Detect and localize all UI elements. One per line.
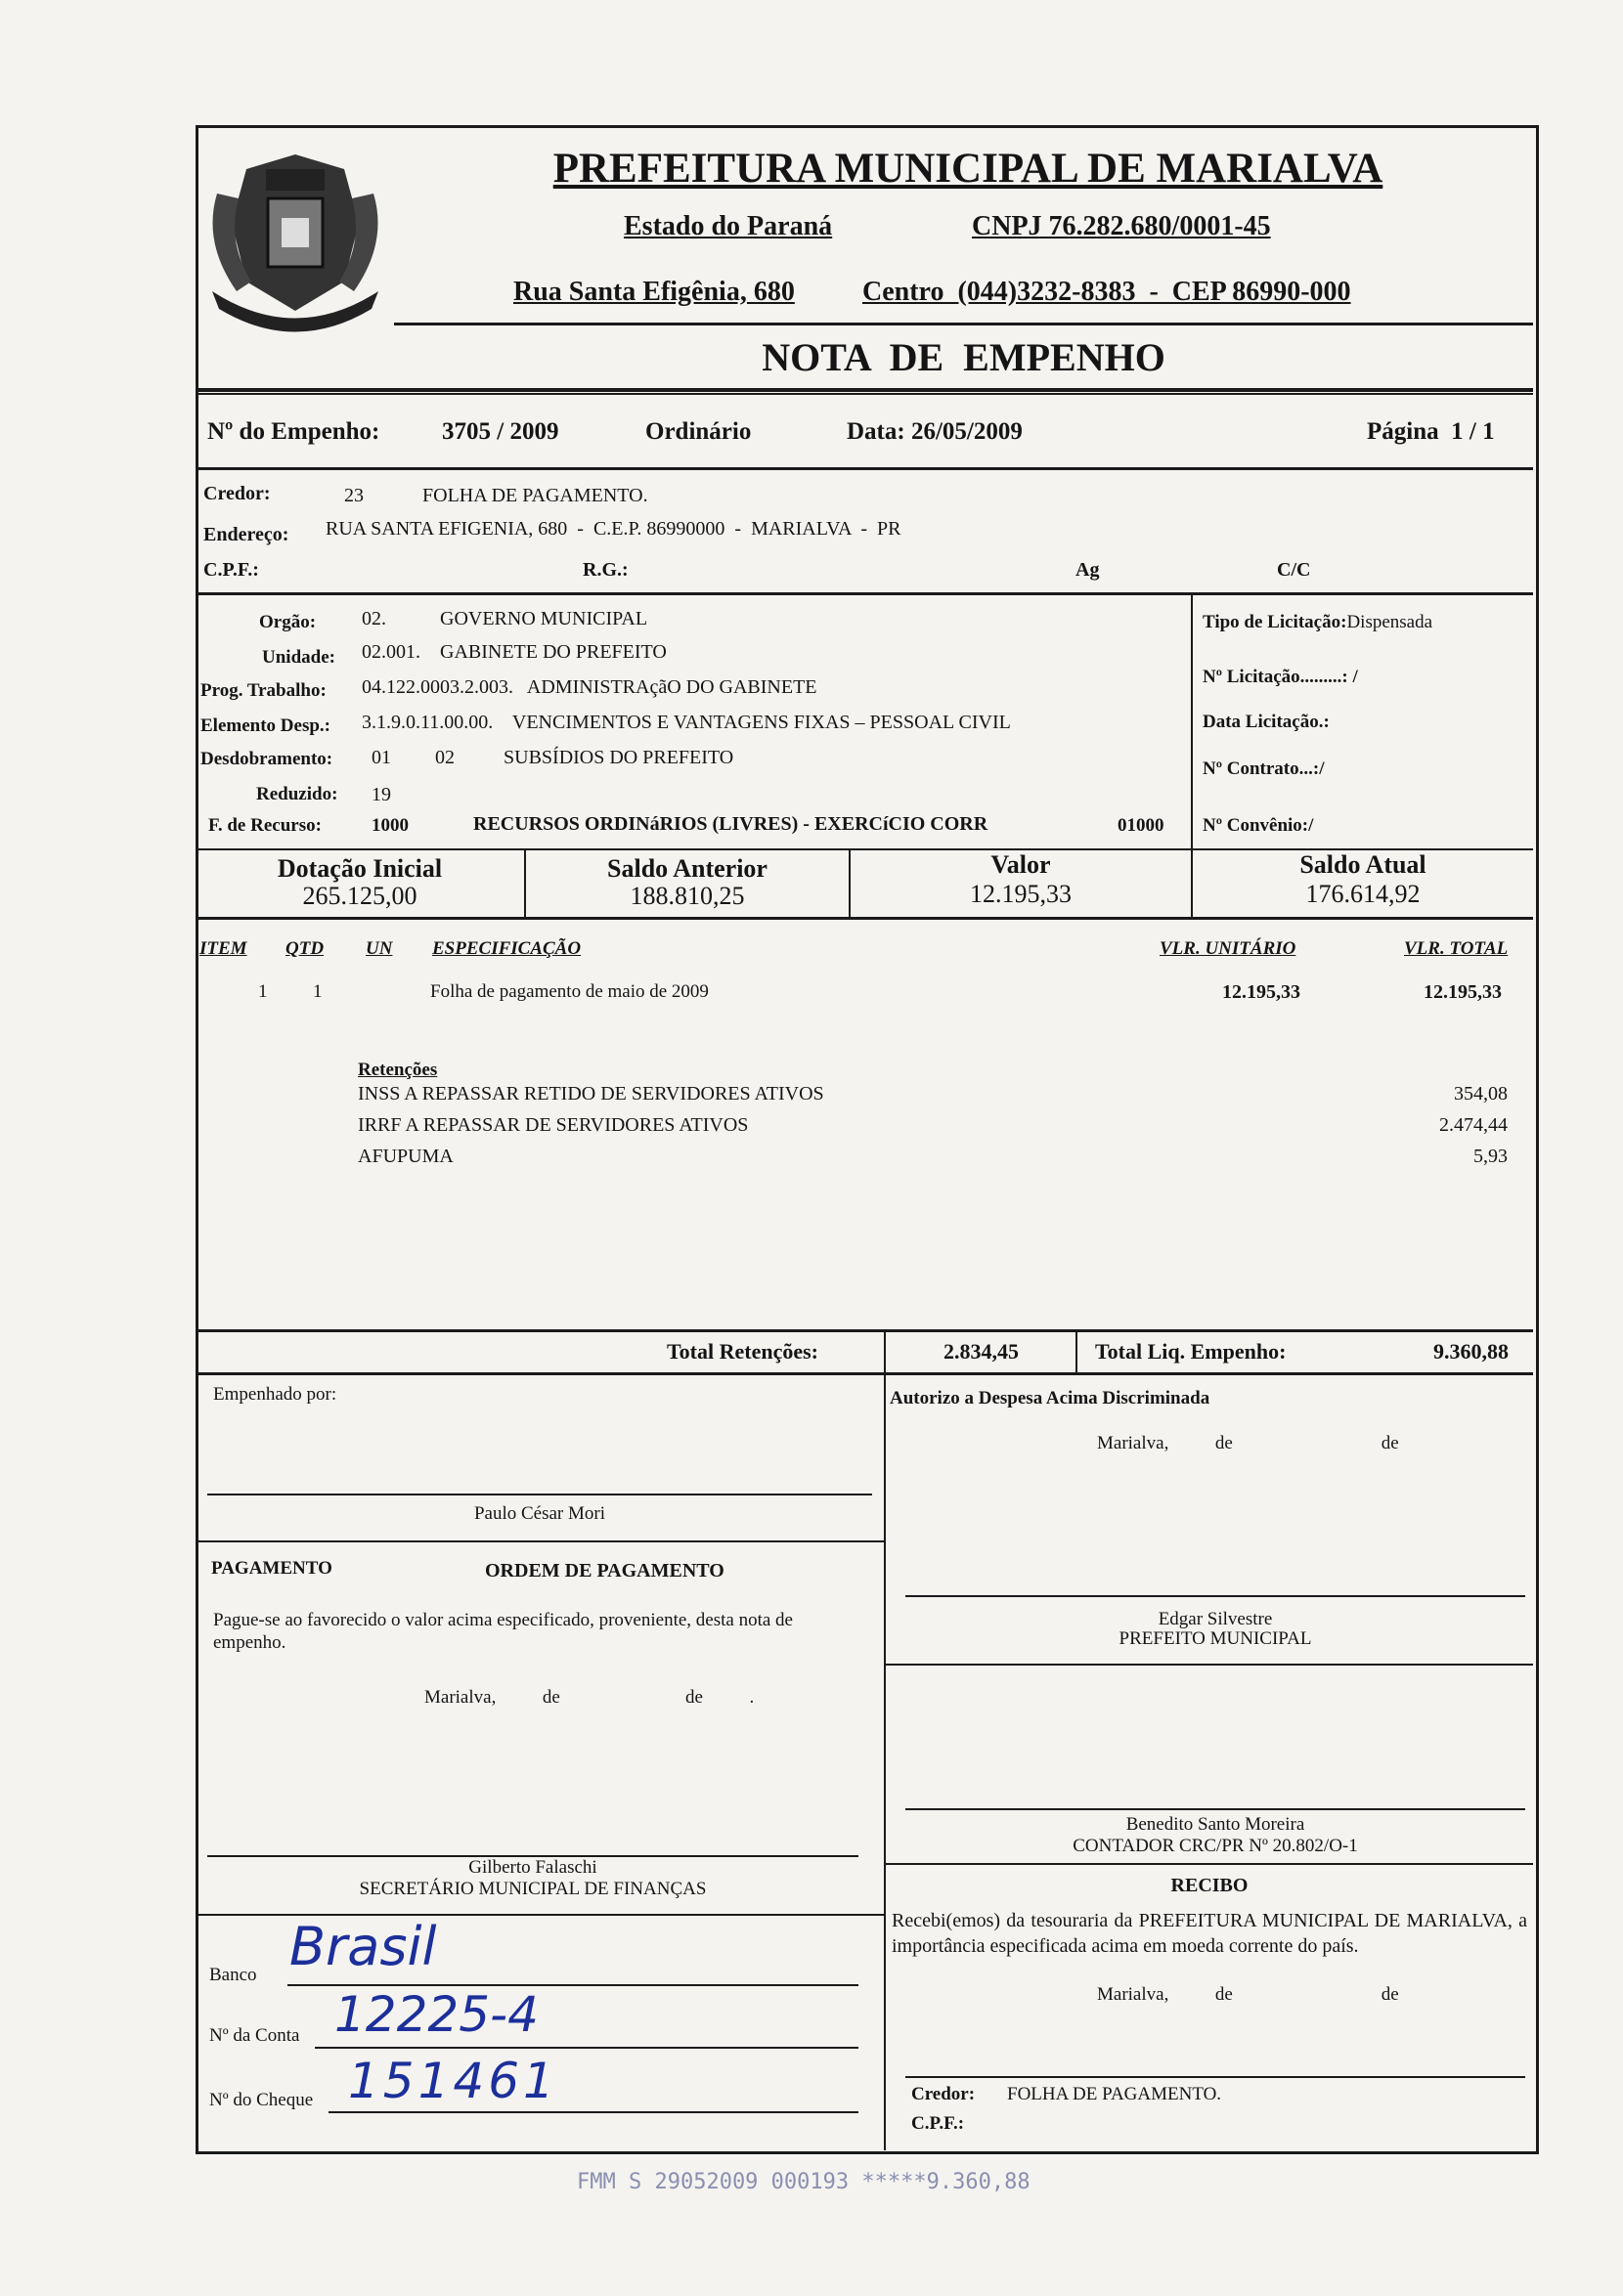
reduzido-label: Reduzido: [256, 784, 338, 804]
prog-trabalho: 04.122.0003.2.003. ADMINISTRAçãO DO GABINETE [362, 676, 817, 698]
cpf-label: C.P.F.: [203, 559, 259, 581]
prefeito-name: Edgar Silvestre [1158, 1609, 1273, 1629]
recurso-name: RECURSOS ORDINáRIOS (LIVRES) - EXERCíCIO CORR [473, 813, 988, 835]
saldo-anterior-value: 188.810,25 [630, 882, 745, 910]
unidade-label: Unidade: [262, 647, 335, 668]
elemento-despesa: 3.1.9.0.11.00.00. VENCIMENTOS E VANTAGENS FIXAS – PESSOAL CIVIL [362, 712, 1011, 733]
secretario-name: Gilberto Falaschi [468, 1857, 597, 1878]
col-total-value: VLR. TOTAL [1404, 938, 1509, 959]
col-item: ITEM [199, 938, 247, 959]
saldo-atual-label: Saldo Atual [1299, 850, 1426, 879]
recibo-credor: FOLHA DE PAGAMENTO. [1007, 2084, 1222, 2104]
municipal-crest-icon [197, 135, 393, 340]
empenho-number-label: Nº do Empenho: [207, 418, 380, 445]
retencao-value: 2.474,44 [1439, 1114, 1508, 1136]
empenho-number: 3705 / 2009 [442, 418, 559, 445]
retencao-value: 5,93 [1473, 1146, 1508, 1167]
licitacao-type: Tipo de Licitação:Dispensada [1203, 612, 1433, 632]
retencao-label: IRRF A REPASSAR DE SERVIDORES ATIVOS [358, 1114, 749, 1136]
contador-title: CONTADOR CRC/PR Nº 20.802/O-1 [1073, 1836, 1358, 1856]
cheque-value[interactable]: 151461 [348, 2053, 558, 2109]
retencao-label: AFUPUMA [358, 1146, 454, 1167]
saldo-anterior-label: Saldo Anterior [607, 854, 768, 883]
col-qtd: QTD [285, 938, 325, 959]
desdobramento-label: Desdobramento: [200, 749, 333, 769]
item-unit: 12.195,33 [1222, 981, 1300, 1003]
banco-value[interactable]: Brasil [289, 1916, 437, 1977]
valor-label: Valor [990, 850, 1051, 879]
pagamento-title: PAGAMENTO [211, 1558, 332, 1579]
total-retencoes-label: Total Retenções: [667, 1339, 818, 1364]
street-address: Rua Santa Efigênia, 680 [513, 277, 795, 307]
item-total: 12.195,33 [1424, 981, 1502, 1003]
recibo-place-date: Marialva, de de [1097, 1984, 1399, 2005]
page-title: PREFEITURA MUNICIPAL DE MARIALVA [552, 146, 1383, 192]
conta-label: Nº da Conta [209, 2025, 300, 2046]
autorizo-place-date: Marialva, de de [1097, 1433, 1399, 1453]
account-label: C/C [1277, 559, 1311, 581]
item-number: 1 [258, 981, 268, 1002]
rg-label: R.G.: [583, 559, 629, 581]
valor-value: 12.195,33 [970, 880, 1072, 908]
pagamento-text: Pague-se ao favorecido o valor acima especificado, proveniente, desta nota de empenho. [213, 1610, 793, 1653]
unidade: 02.001. GABINETE DO PREFEITO [362, 641, 667, 663]
licitacao-date: Data Licitação.: [1203, 712, 1330, 732]
banco-label: Banco [209, 1965, 257, 1985]
recibo-credor-label: Credor: [911, 2084, 976, 2104]
col-unit-value: VLR. UNITÁRIO [1160, 938, 1296, 959]
orgao-label: Orgão: [259, 612, 317, 632]
item-spec: Folha de pagamento de maio de 2009 [430, 981, 709, 1002]
licitacao-number: Nº Licitação.........: / [1203, 667, 1358, 687]
empenhado-signer: Paulo César Mori [473, 1503, 606, 1524]
cheque-label: Nº do Cheque [209, 2090, 314, 2110]
prog-label: Prog. Trabalho: [200, 680, 327, 701]
retencao-value: 354,08 [1454, 1083, 1508, 1105]
col-especificacao: ESPECIFICAÇÃO [432, 938, 582, 959]
dotacao-value: 265.125,00 [302, 882, 417, 910]
dotacao-label: Dotação Inicial [277, 854, 443, 883]
state-name: Estado do Paraná [624, 211, 833, 241]
recibo-text: Recebi(emos) da tesouraria da PREFEITURA MUNICIPAL DE MARIALVA, a importância especificada acima em moeda corrente do país. [892, 1910, 1527, 1957]
retencao-label: INSS A REPASSAR RETIDO DE SERVIDORES ATIVOS [358, 1083, 824, 1105]
pagamento-place-date: Marialva, de de . [424, 1687, 755, 1708]
conta-value[interactable]: 12225-4 [334, 1986, 539, 2043]
cnpj: CNPJ 76.282.680/0001-45 [972, 211, 1271, 241]
autorizo-label: Autorizo a Despesa Acima Discriminada [890, 1388, 1210, 1408]
reduzido: 19 [372, 784, 391, 805]
contract-number: Nº Contrato...:/ [1203, 758, 1325, 779]
total-retencoes: 2.834,45 [943, 1339, 1019, 1364]
endereco: RUA SANTA EFIGENIA, 680 - C.E.P. 86990000 - MARIALVA - PR [326, 518, 901, 540]
machine-stamp: FMM S 29052009 000193 *****9.360,88 [577, 2170, 1031, 2194]
empenhado-por-label: Empenhado por: [213, 1384, 337, 1405]
secretario-title: SECRETÁRIO MUNICIPAL DE FINANÇAS [359, 1879, 707, 1899]
agency-label: Ag [1075, 559, 1100, 581]
credor-name: FOLHA DE PAGAMENTO. [422, 485, 648, 506]
credor-code: 23 [344, 485, 364, 506]
page-number: Página 1 / 1 [1367, 418, 1495, 445]
empenho-date: Data: 26/05/2009 [847, 418, 1023, 445]
recibo-cpf-label: C.P.F.: [911, 2113, 965, 2134]
total-liquido-label: Total Liq. Empenho: [1095, 1339, 1287, 1364]
orgao: 02. GOVERNO MUNICIPAL [362, 608, 648, 629]
elemento-label: Elemento Desp.: [200, 715, 330, 736]
credor-label: Credor: [203, 483, 271, 504]
total-liquido: 9.360,88 [1433, 1339, 1509, 1364]
recibo-title: RECIBO [1170, 1875, 1249, 1896]
convenio-number: Nº Convênio:/ [1203, 815, 1314, 836]
endereco-label: Endereço: [203, 524, 289, 545]
document-title: NOTA DE EMPENHO [762, 335, 1165, 379]
contact-info: Centro (044)3232-8383 - CEP 86990-000 [862, 277, 1351, 307]
retencoes-title: Retenções [358, 1060, 438, 1080]
item-qtd: 1 [313, 981, 323, 1002]
contador-name: Benedito Santo Moreira [1125, 1814, 1305, 1835]
col-un: UN [366, 938, 393, 959]
recurso-code-2: 01000 [1118, 815, 1164, 836]
recurso-code: 1000 [372, 815, 409, 836]
ordem-pagamento-title: ORDEM DE PAGAMENTO [485, 1560, 724, 1581]
saldo-atual-value: 176.614,92 [1305, 880, 1421, 908]
recurso-label: F. de Recurso: [208, 815, 322, 836]
prefeito-title: PREFEITO MUNICIPAL [1119, 1628, 1312, 1649]
desdobramento: 01 02 SUBSÍDIOS DO PREFEITO [372, 747, 734, 768]
empenho-type: Ordinário [645, 418, 752, 445]
